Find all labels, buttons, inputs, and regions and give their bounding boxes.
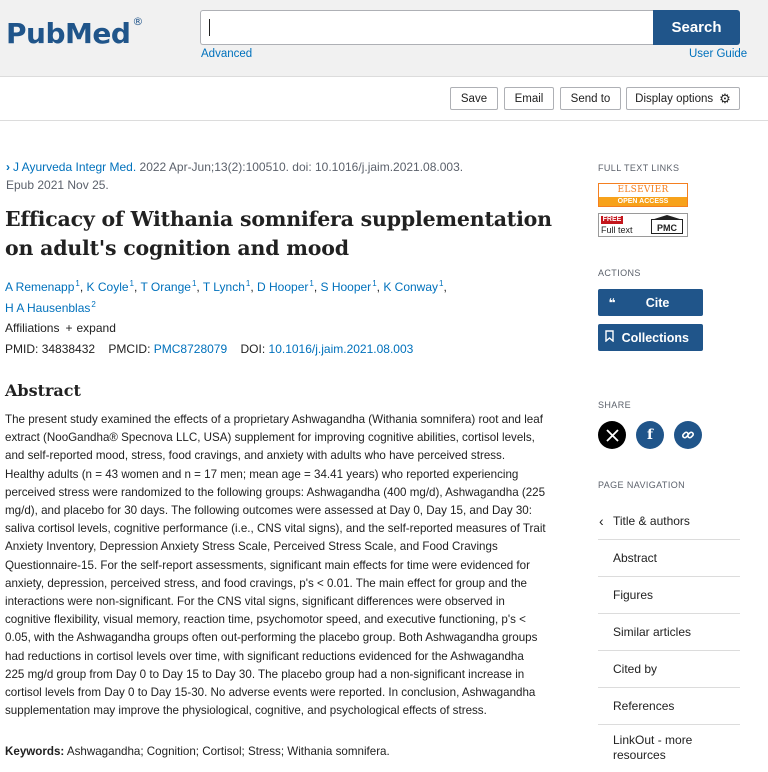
x-twitter-share-icon[interactable] xyxy=(598,421,626,449)
author-list: A Remenapp$^1$, K Coyle$^1$, T Orange$^1$, T Lynch$^1$, D Hooper$^1$, S Hooper$^1$, K Conway$^1$, H A Hausenblas$^2$ xyxy=(5,279,447,315)
nav-item-label: Cited by xyxy=(613,662,658,676)
pmcid-link[interactable]: PMC8728079 xyxy=(153,342,228,356)
save-button[interactable] xyxy=(450,87,498,110)
plus-icon: + xyxy=(65,321,73,335)
keywords-value: Ashwagandha; Cognition; Cortisol; Stress; Withania somnifera. xyxy=(66,745,390,758)
open-access-label: OPEN ACCESS xyxy=(599,197,687,206)
bookmark-icon xyxy=(598,330,622,345)
pmcid-label: PMCID: xyxy=(108,342,151,356)
nav-item-similar-articles[interactable] xyxy=(598,614,740,651)
logo-text-pub: Pub xyxy=(6,17,65,50)
nav-item-cited-by[interactable] xyxy=(598,651,740,688)
journal-link[interactable]: J Ayurveda Integr Med. xyxy=(13,160,137,174)
article-title: Efficacy of Withania somnifera supplementation on adult's cognition and mood xyxy=(5,207,552,260)
author-link[interactable]: D Hooper xyxy=(257,280,309,294)
display-options-label: Display options xyxy=(635,92,714,105)
facebook-share-icon[interactable]: f xyxy=(636,421,664,449)
free-badge: FREE xyxy=(602,216,622,223)
author-link[interactable]: S Hooper xyxy=(320,280,372,294)
save-button-label: Save xyxy=(460,92,488,105)
pmid-label: PMID: xyxy=(5,342,39,356)
page-navigation-heading: PAGE NAVIGATION xyxy=(598,480,686,490)
affiliation-ref[interactable]: 1 xyxy=(191,279,197,288)
elsevier-full-text-link[interactable] xyxy=(598,183,688,207)
nav-item-title-authors[interactable] xyxy=(598,503,740,540)
search-button[interactable]: Search xyxy=(653,10,740,45)
citation-details: 2022 Apr-Jun;13(2):100510. doi: 10.1016/j.jaim.2021.08.003. xyxy=(136,160,464,174)
actions-heading: ACTIONS xyxy=(598,268,641,278)
affiliation-ref[interactable]: 1 xyxy=(245,279,251,288)
advanced-search-link[interactable]: Advanced xyxy=(201,48,253,60)
nav-item-label: Title & authors xyxy=(613,514,690,528)
author-link[interactable]: A Remenapp xyxy=(5,280,75,294)
share-heading: SHARE xyxy=(598,400,632,410)
expand-label: expand xyxy=(76,321,116,335)
nav-item-label: Abstract xyxy=(613,551,658,565)
cite-button[interactable] xyxy=(598,289,703,316)
epub-date: Epub 2021 Nov 25. xyxy=(6,178,109,192)
nav-item-linkout[interactable] xyxy=(598,725,740,765)
cite-label: Cite xyxy=(645,295,670,310)
full-text-links-heading: FULL TEXT LINKS xyxy=(598,163,680,173)
send-to-button-label: Send to xyxy=(570,92,611,105)
page-navigation-list xyxy=(598,503,740,765)
logo-text-med: Med xyxy=(65,17,131,50)
link-share-icon[interactable] xyxy=(674,421,702,449)
pmc-logo: PMC xyxy=(651,219,683,234)
author-link[interactable]: K Coyle xyxy=(86,280,129,294)
email-button-label: Email xyxy=(514,92,544,105)
elsevier-logo-text: ELSEVIER xyxy=(617,185,669,195)
author-link[interactable]: T Lynch xyxy=(202,280,245,294)
affiliation-ref[interactable]: 2 xyxy=(91,300,96,309)
article-toolbar xyxy=(0,78,768,121)
abstract-text: The present study examined the effects of a proprietary Ashwagandha (Withania somnifera) root and leaf extract (NooGandha® Specnova LLC, USA) supplement for improving cognitive abilities, cortisol levels, and self-reported mood, stress, food cravings, and anxiety with adults who have perceived stress. Healthy adults (n = 43 women and n = 17 men; mean age = 34.41 years) who reported experiencing perceived stress were randomized to the following groups: Ashwagandha (400 mg/d), Ashwagandha (225 mg/d), and placebo for 30 days. The following outcomes were assessed at Day 0, Day 15, and Day 30: saliva cortisol levels, cognitive performance (i.e., CNS vital signs), and the self-reported measures of Trait Anxiety Inventory, Depression Anxiety Stress Scale, Perceived Stress Scale, and Food Cravings Questionnaire-15. For the self-report assessments, significant main effects for time were evidenced for anxiety, depression, perceived stress, and food cravings, p's < 0.01. The main effect for group and the interactions were non-significant. For the CNS vital signs, significant differences were observed in cognitive flexibility, visual memory, reaction time, psychomotor speed, and executive functioning, p's < 0.05, with the Ashwagandha groups often out-performing the placebo group. Both Ashwagandha groups had reductions in cortisol levels over time, with significant reductions evidenced for the Ashwagandha 225 mg/d group from Day 0 to Day 15 to Day 30. The placebo group had a non-significant increase in cortisol levels from Day 0 to Day 15-30. No adverse events were reported. In conclusion, Ashwagandha supplementation may improve the physiological, cognitive, and psychological effects of stress. xyxy=(5,413,546,718)
pmc-full-text-link[interactable] xyxy=(598,213,688,237)
logo-registered-mark: ® xyxy=(132,15,143,28)
affiliations-toggle[interactable] xyxy=(5,321,116,335)
article-citation xyxy=(6,158,486,194)
collections-label: Collections xyxy=(621,330,689,345)
affiliation-ref[interactable]: 1 xyxy=(129,279,134,288)
affiliation-ref[interactable]: 1 xyxy=(309,279,314,288)
nav-item-label: LinkOut - more resources xyxy=(613,733,693,762)
full-text-label: Full text xyxy=(601,225,633,235)
affiliation-ref[interactable]: 1 xyxy=(75,279,80,288)
chevron-left-icon: ‹ xyxy=(599,513,604,529)
quote-icon: ❝ xyxy=(608,295,616,310)
nav-item-label: References xyxy=(613,699,675,713)
gear-icon: ⚙ xyxy=(719,91,731,106)
keywords xyxy=(5,745,565,758)
author-link[interactable]: K Conway xyxy=(383,280,439,294)
affiliation-ref[interactable]: 1 xyxy=(372,279,377,288)
display-options-button[interactable] xyxy=(626,87,740,110)
send-to-button[interactable] xyxy=(560,87,621,110)
affiliations-label: Affiliations xyxy=(5,321,60,335)
text-cursor xyxy=(209,19,210,36)
nav-item-references[interactable] xyxy=(598,688,740,725)
author-link[interactable]: T Orange xyxy=(140,280,191,294)
email-button[interactable] xyxy=(504,87,554,110)
search-input[interactable] xyxy=(200,10,655,45)
article-identifiers xyxy=(5,342,413,356)
doi-link[interactable]: 10.1016/j.jaim.2021.08.003 xyxy=(268,342,414,356)
author-link[interactable]: H A Hausenblas xyxy=(5,301,91,315)
nav-item-label: Similar articles xyxy=(613,625,692,639)
pubmed-logo[interactable] xyxy=(6,10,143,50)
nav-item-figures[interactable] xyxy=(598,577,740,614)
pmid-value: 34838432 xyxy=(41,342,96,356)
chevron-right-icon: › xyxy=(6,160,10,174)
affiliation-ref[interactable]: 1 xyxy=(439,279,444,288)
search-bar xyxy=(200,10,740,45)
user-guide-link[interactable]: User Guide xyxy=(689,48,748,60)
keywords-label: Keywords: xyxy=(5,745,65,758)
collections-button[interactable] xyxy=(598,324,703,351)
nav-item-abstract[interactable] xyxy=(598,540,740,577)
nav-item-label: Figures xyxy=(613,588,654,602)
abstract-heading: Abstract xyxy=(5,381,81,400)
page-header xyxy=(0,0,768,77)
doi-label: DOI: xyxy=(240,342,266,356)
